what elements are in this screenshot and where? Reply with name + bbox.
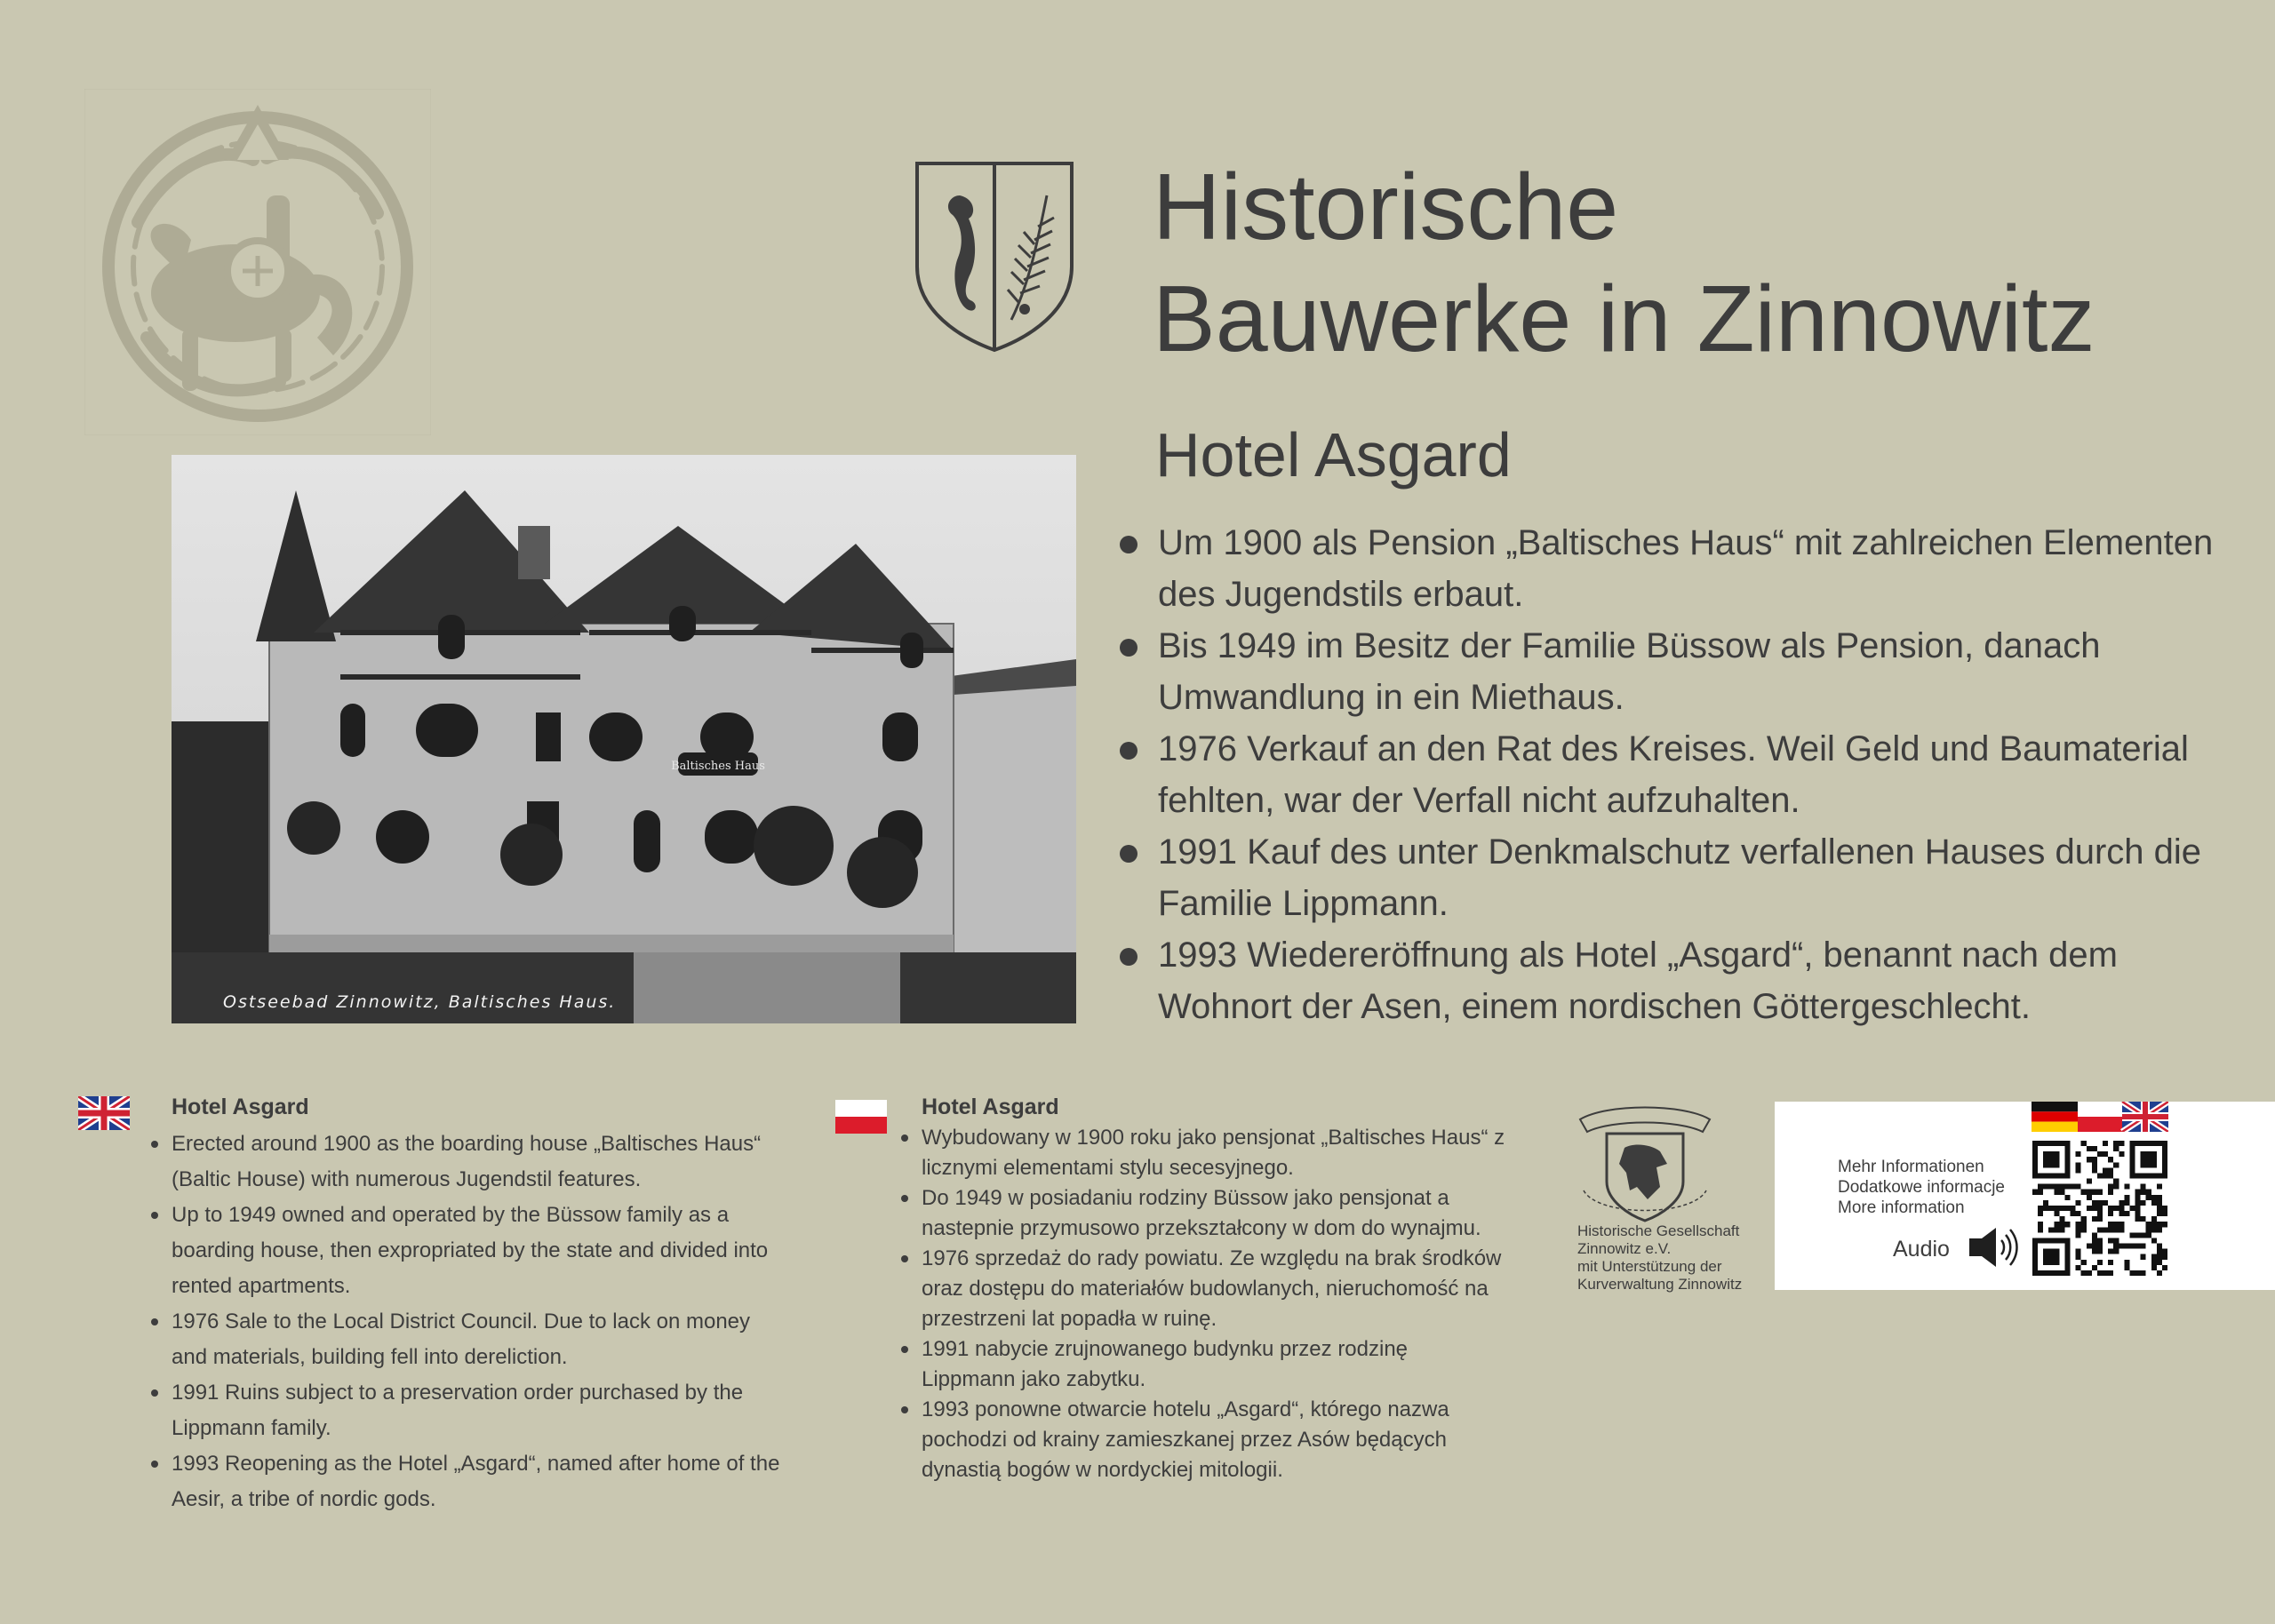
- english-item-5: 1993 Reopening as the Hotel „Asgard“, named after home of the Aesir, a tribe of nordic gods.: [151, 1446, 791, 1517]
- society-line-1: Historische Gesellschaft: [1577, 1222, 1740, 1239]
- celtic-horse-emblem-icon: [84, 89, 431, 435]
- society-logo-icon: [1571, 1102, 1719, 1226]
- german-item-3: 1976 Verkauf an den Rat des Kreises. Weil Geld und Baumaterial fehlten, war der Verfall nicht aufzuhalten.: [1118, 723, 2229, 826]
- german-item-2: Bis 1949 im Besitz der Familie Büssow als Pension, danach Umwandlung in ein Miethaus.: [1118, 620, 2229, 723]
- speaker-icon[interactable]: [1966, 1224, 2021, 1270]
- historical-photo: [172, 455, 1076, 1023]
- polish-item-4: 1991 nabycie zrujnowanego budynku przez rodzinę Lippmann jako zabytku.: [901, 1334, 1505, 1395]
- polish-item-2: Do 1949 w posiadaniu rodziny Büssow jako pensjonat a nastepnie przymusowo przekształcony w dom do wynajmu.: [901, 1183, 1505, 1244]
- polish-item-5: 1993 ponowne otwarcie hotelu „Asgard“, którego nazwa pochodzi od krainy zamieszkanej przez Asów będących dynastią bogów w nordyckiej mitologii.: [901, 1395, 1505, 1485]
- polish-item-1: Wybudowany w 1900 roku jako pensjonat „Baltisches Haus“ z licznymi elementami stylu secesyjnego.: [901, 1123, 1505, 1183]
- polish-item-3: 1976 sprzedaż do rady powiatu. Ze względu na brak środków oraz dostępu do materiałów budowlanych, nieruchomość na przestrzeni lat popadła w ruinę.: [901, 1244, 1505, 1334]
- coat-of-arms-icon: [914, 160, 1075, 354]
- audio-label: Audio: [1893, 1237, 1950, 1262]
- english-item-2: Up to 1949 owned and operated by the Büssow family as a boarding house, then expropriated by the state and divided into rented apartments.: [151, 1198, 791, 1304]
- english-item-4: 1991 Ruins subject to a preservation order purchased by the Lippmann family.: [151, 1375, 791, 1446]
- language-flags: [2032, 1102, 2168, 1132]
- qr-code-icon[interactable]: [2032, 1141, 2167, 1276]
- english-item-1: Erected around 1900 as the boarding house „Baltisches Haus“ (Baltic House) with numerous Jugendstil features.: [151, 1126, 791, 1198]
- german-item-1: Um 1900 als Pension „Baltisches Haus“ mit zahlreichen Elementen des Jugendstils erbaut.: [1118, 517, 2229, 620]
- english-bullet-list: [151, 1126, 791, 1517]
- info-line-pl: Dodatkowe informacje: [1838, 1178, 2005, 1197]
- uk-flag-small-icon: [2122, 1102, 2168, 1132]
- english-item-3: 1976 Sale to the Local District Council. Due to lack on money and materials, building fell into dereliction.: [151, 1304, 791, 1375]
- page-subtitle: Hotel Asgard: [1155, 420, 1512, 490]
- society-line-4: Kurverwaltung Zinnowitz: [1577, 1276, 1743, 1293]
- info-line-de: Mehr Informationen: [1838, 1158, 1984, 1176]
- photo-sign-text: Baltisches Haus: [671, 760, 765, 773]
- polish-bullet-list: [901, 1123, 1505, 1485]
- society-text: [1577, 1222, 1773, 1294]
- polish-title: Hotel Asgard: [922, 1095, 1059, 1119]
- society-line-3: mit Unterstützung der: [1577, 1258, 1722, 1275]
- german-item-4: 1991 Kauf des unter Denkmalschutz verfallenen Hauses durch die Familie Lippmann.: [1118, 826, 2229, 929]
- info-line-en: More information: [1838, 1198, 1965, 1217]
- english-title: Hotel Asgard: [172, 1095, 309, 1119]
- poland-flag-icon: [835, 1100, 887, 1134]
- poland-flag-small-icon: [2078, 1102, 2122, 1132]
- photo-caption: Ostseebad Zinnowitz, Baltisches Haus.: [223, 992, 617, 1012]
- page-title: [1153, 151, 2095, 375]
- germany-flag-icon: [2032, 1102, 2078, 1132]
- title-line-1: Historische: [1153, 155, 1619, 259]
- german-bullet-list: [1118, 517, 2229, 1032]
- title-line-2: Bauwerke in Zinnowitz: [1153, 267, 2095, 371]
- more-information-text: [1838, 1157, 2005, 1218]
- uk-flag-icon: [78, 1096, 130, 1130]
- german-item-5: 1993 Wiedereröffnung als Hotel „Asgard“, benannt nach dem Wohnort der Asen, einem nordischen Göttergeschlecht.: [1118, 929, 2229, 1032]
- society-line-2: Zinnowitz e.V.: [1577, 1240, 1672, 1257]
